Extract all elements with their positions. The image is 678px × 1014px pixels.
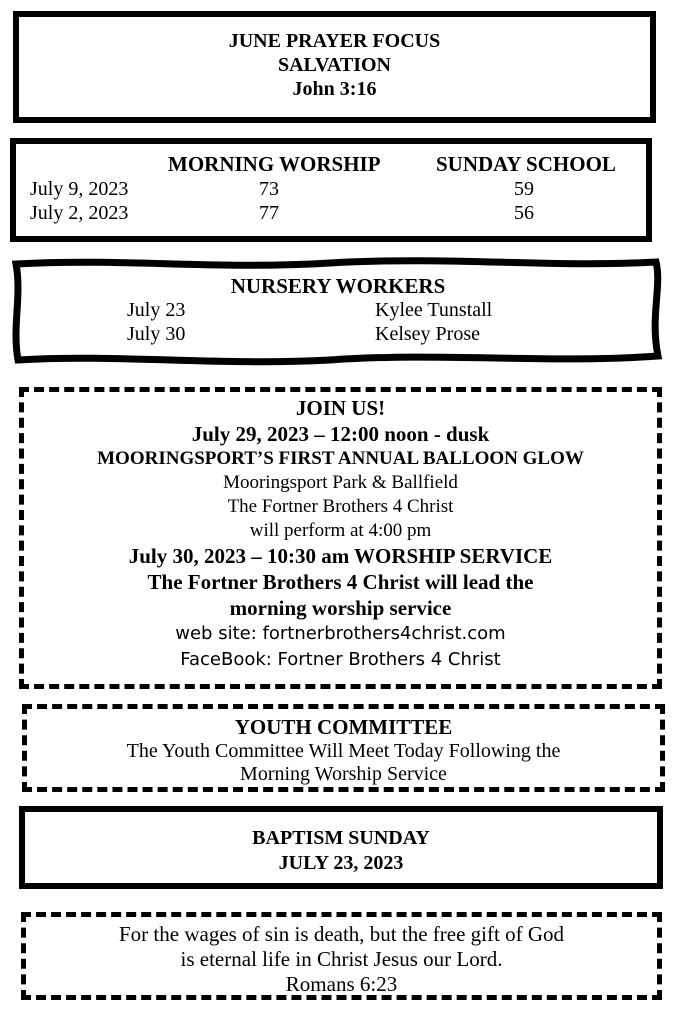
- youth-title: YOUTH COMMITTEE: [234, 715, 453, 739]
- youth-committee-box: [22, 704, 665, 792]
- prayer-focus-box: [13, 11, 656, 123]
- event1-time: will perform at 4:00 pm: [249, 520, 432, 541]
- attendance-date: July 2, 2023: [30, 202, 129, 224]
- event2-line1: The Fortner Brothers 4 Christ will lead the: [147, 570, 534, 594]
- baptism-box: [19, 806, 663, 889]
- verse-line1: For the wages of sin is death, but the free gift of God: [119, 922, 564, 946]
- youth-line1: The Youth Committee Will Meet Today Following the: [126, 740, 561, 762]
- attendance-box: [10, 138, 652, 242]
- prayer-focus-topic: SALVATION: [277, 54, 392, 76]
- nursery-date: July 30: [127, 323, 186, 345]
- baptism-title: BAPTISM SUNDAY: [252, 827, 430, 849]
- nursery-title: NURSERY WORKERS: [230, 274, 446, 298]
- event2-date: July 30, 2023 – 10:30 am WORSHIP SERVICE: [128, 544, 553, 568]
- sunday-school-count: 56: [514, 202, 534, 224]
- event1-performer: The Fortner Brothers 4 Christ: [227, 496, 454, 517]
- baptism-date: JULY 23, 2023: [278, 852, 404, 874]
- worship-count: 73: [259, 178, 279, 200]
- verse-reference: Romans 6:23: [285, 972, 398, 996]
- website-text: web site: fortnerbrothers4christ.com: [175, 623, 506, 644]
- verse-line2: is eternal life in Christ Jesus our Lord.: [180, 947, 503, 971]
- event1-date: July 29, 2023 – 12:00 noon - dusk: [191, 422, 490, 446]
- event1-name: MOORINGSPORT’S FIRST ANNUAL BALLOON GLOW: [97, 448, 584, 469]
- nursery-worker: Kelsey Prose: [375, 323, 480, 345]
- worship-header: MORNING WORSHIP: [168, 152, 381, 176]
- join-us-title: JOIN US!: [295, 396, 386, 420]
- sunday-school-count: 59: [514, 178, 534, 200]
- prayer-focus-title: JUNE PRAYER FOCUS: [228, 30, 441, 52]
- facebook-text: FaceBook: Fortner Brothers 4 Christ: [180, 649, 501, 670]
- attendance-date: July 9, 2023: [30, 178, 129, 200]
- verse-box: [21, 912, 662, 1000]
- youth-line2: Morning Worship Service: [240, 763, 447, 785]
- join-us-box: [19, 387, 662, 689]
- nursery-workers-box: [14, 262, 662, 362]
- worship-count: 77: [259, 202, 279, 224]
- prayer-focus-verse: John 3:16: [292, 78, 377, 100]
- sunday-school-header: SUNDAY SCHOOL: [436, 152, 616, 176]
- nursery-date: July 23: [127, 299, 186, 321]
- nursery-worker: Kylee Tunstall: [375, 299, 493, 321]
- event2-line2: morning worship service: [229, 596, 452, 620]
- event1-location: Mooringsport Park & Ballfield: [223, 472, 458, 493]
